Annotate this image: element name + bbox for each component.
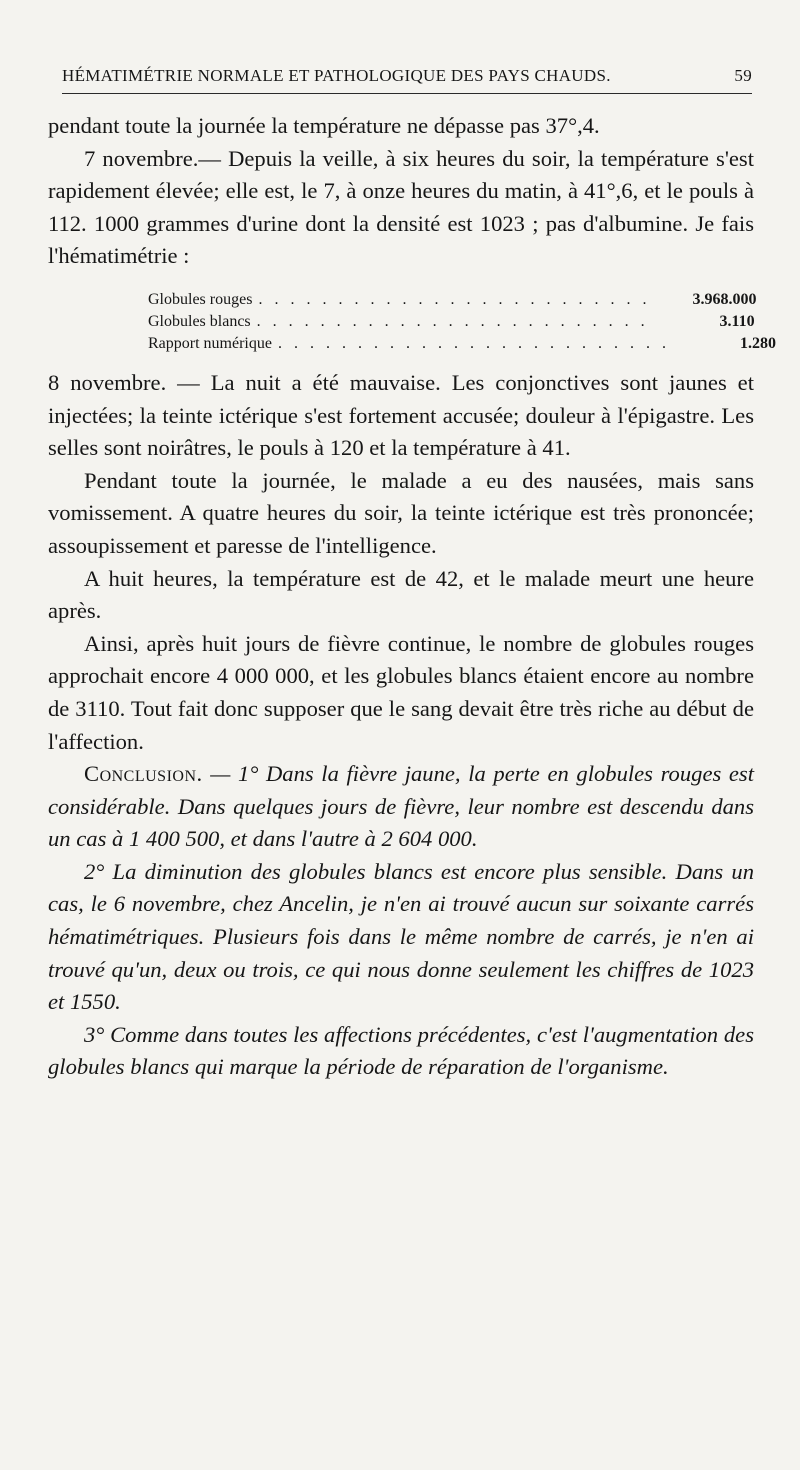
leader-dots: . . . . . . . . . . . . . . . . . . . . . . . . . xyxy=(258,290,651,308)
paragraph-conclusion xyxy=(48,758,754,856)
conclusion-label: Conclusion. xyxy=(84,761,203,787)
row-value: 3.110 xyxy=(719,312,755,330)
page-number: 59 xyxy=(734,66,752,85)
conclusion-text: — 1° Dans la fièvre jaune, la perte en globules rouges est considérable. Dans quelques jours de fièvre, leur nombre est descendu dans un cas à 1 400 500, et dans l'autre à 2 604 000. xyxy=(48,761,754,852)
running-header xyxy=(62,66,752,94)
row-label: Rapport numérique xyxy=(148,334,272,352)
hematimetry-table xyxy=(148,289,776,355)
table-row xyxy=(148,333,776,355)
paragraph-continuation: pendant toute la journée la température ne dépasse pas 37°,4. xyxy=(48,113,600,138)
row-label: Globules rouges xyxy=(148,290,253,308)
row-value: 1.280 xyxy=(739,334,776,352)
row-label: Globules blancs xyxy=(148,312,251,330)
paragraph-8-novembre: 8 novembre. — La nuit a été mauvaise. Les conjonctives sont jaunes et injectées; la teinte ictérique s'est fortement accusée; douleur à l'épigastre. Les selles sont noirâtres, le pouls à 120 et la température à 41. xyxy=(48,369,754,461)
paragraph-ainsi: Ainsi, après huit jours de fièvre continue, le nombre de globules rouges approchait encore 4 000 000, et les globules blancs étaient encore au nombre de 3110. Tout fait donc supposer que le sang devait être très riche au début de l'affection. xyxy=(48,630,754,754)
leader-dots: . . . . . . . . . . . . . . . . . . . . . . . . . xyxy=(277,334,670,352)
paragraph-point-2: 2° La diminution des globules blancs est encore plus sensible. Dans un cas, le 6 novembre, chez Ancelin, je n'en ai trouvé aucun sur soixante carrés hématimétriques. Plusieurs fois dans le même nombre de carrés, je n'en ai trouvé qu'un, deux ou trois, ce qui nous donne seulement les chiffres de 1023 et 1550. xyxy=(48,858,754,1015)
table-row xyxy=(148,289,757,311)
table-row xyxy=(148,311,755,333)
paragraph-point-3: 3° Comme dans toutes les affections précédentes, c'est l'augmentation des globules blancs qui marque la période de réparation de l'organisme. xyxy=(48,1021,754,1080)
page-body xyxy=(48,110,776,1084)
paragraph-7-novembre: 7 novembre.— Depuis la veille, à six heures du soir, la température s'est rapidement élevée; elle est, le 7, à onze heures du matin, à 41°,6, et le pouls à 112. 1000 grammes d'urine dont la densité est 1023 ; pas d'albumine. Je fais l'hématimétrie : xyxy=(48,145,754,269)
paragraph-journee: Pendant toute la journée, le malade a eu des nausées, mais sans vomissement. A quatre heures du soir, la teinte ictérique est très prononcée; assoupissement et paresse de l'intelligence. xyxy=(48,467,754,558)
running-title: HÉMATIMÉTRIE NORMALE ET PATHOLOGIQUE DES PAYS CHAUDS. xyxy=(62,66,611,85)
row-value: 3.968.000 xyxy=(692,290,757,308)
paragraph-huit-heures: A huit heures, la température est de 42, et le malade meurt une heure après. xyxy=(48,565,754,624)
leader-dots: . . . . . . . . . . . . . . . . . . . . . . . . . xyxy=(256,312,649,330)
